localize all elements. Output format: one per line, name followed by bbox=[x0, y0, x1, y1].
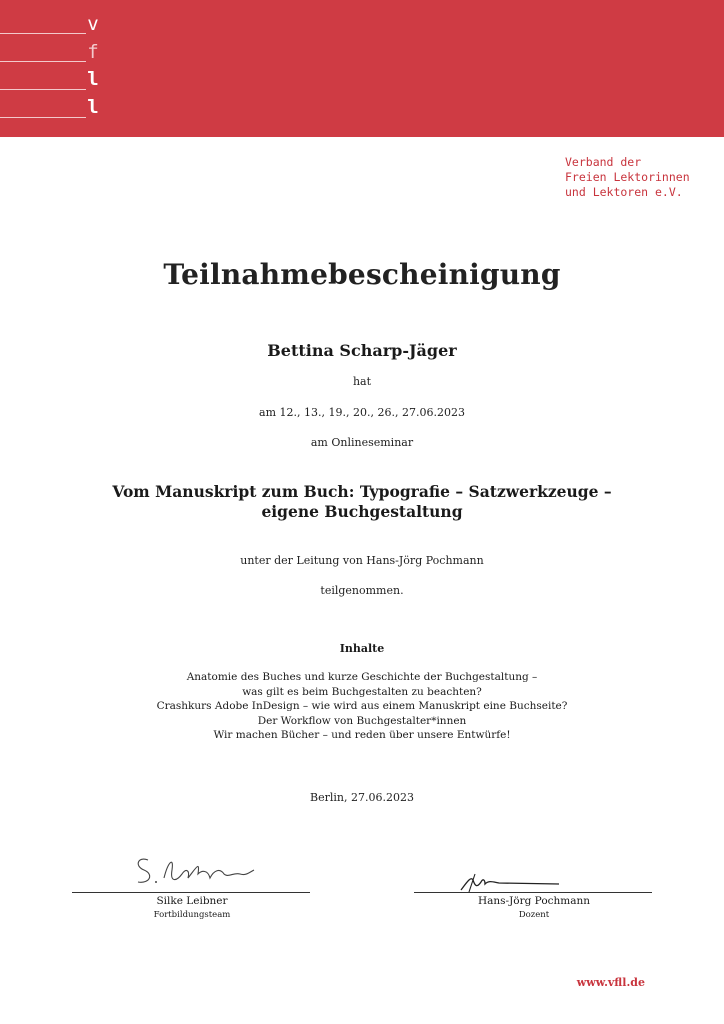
contents-item: was gilt es beim Buchgestalten zu beachten? bbox=[242, 685, 482, 698]
contents-item: Wir machen Bücher – und reden über unsere Entwürfe! bbox=[213, 729, 511, 741]
place-date: Berlin, 27.06.2023 bbox=[310, 791, 414, 804]
leader-text: unter der Leitung von Hans-Jörg Pochmann bbox=[240, 554, 484, 567]
participant-name: Bettina Scharp-Jäger bbox=[267, 341, 457, 360]
logo-rule bbox=[0, 117, 86, 118]
logo-letter: f bbox=[87, 41, 99, 63]
contents-item: Anatomie des Buches und kurze Geschichte der Buchgestaltung – bbox=[186, 671, 538, 683]
course-title-line: Vom Manuskript zum Buch: Typografie – Satzwerkzeuge – bbox=[112, 482, 612, 501]
course-title-line: eigene Buchgestaltung bbox=[261, 502, 463, 521]
website-link[interactable]: www.vfll.de bbox=[576, 976, 645, 989]
signer-name-right: Hans-Jörg Pochmann bbox=[477, 895, 591, 907]
contents-item: Der Workflow von Buchgestalter*innen bbox=[257, 714, 467, 727]
organization-line: Freien Lektorinnen bbox=[565, 170, 690, 184]
organization-line: und Lektoren e.V. bbox=[565, 185, 683, 199]
logo-rule bbox=[0, 61, 86, 62]
signer-role-left: Fortbildungsteam bbox=[153, 910, 231, 920]
organization-line: Verband der bbox=[565, 155, 642, 169]
signature-line-left bbox=[72, 892, 310, 893]
course-dates: am 12., 13., 19., 20., 26., 27.06.2023 bbox=[259, 406, 465, 419]
logo-rule bbox=[0, 33, 86, 34]
certificate-title: Teilnahmebescheinigung bbox=[163, 258, 561, 291]
course-format: am Onlineseminar bbox=[310, 436, 414, 449]
signer-name-left: Silke Leibner bbox=[156, 895, 228, 907]
signature-image-left bbox=[130, 848, 260, 892]
participated-text: teilgenommen. bbox=[320, 584, 404, 597]
contents-list bbox=[0, 670, 724, 743]
logo-letter: v bbox=[87, 13, 99, 35]
logo-letter: l bbox=[87, 96, 99, 118]
logo-letter: l bbox=[87, 68, 99, 90]
contents-item: Crashkurs Adobe InDesign – wie wird aus einem Manuskript eine Buchseite? bbox=[156, 700, 568, 712]
hat-text: hat bbox=[352, 375, 372, 388]
header-banner bbox=[0, 0, 724, 137]
contents-heading: Inhalte bbox=[339, 642, 385, 655]
organization-name bbox=[565, 155, 690, 200]
signature-line-right bbox=[414, 892, 652, 893]
signer-role-right: Dozent bbox=[518, 910, 550, 920]
logo-rule bbox=[0, 89, 86, 90]
course-title bbox=[0, 482, 724, 522]
